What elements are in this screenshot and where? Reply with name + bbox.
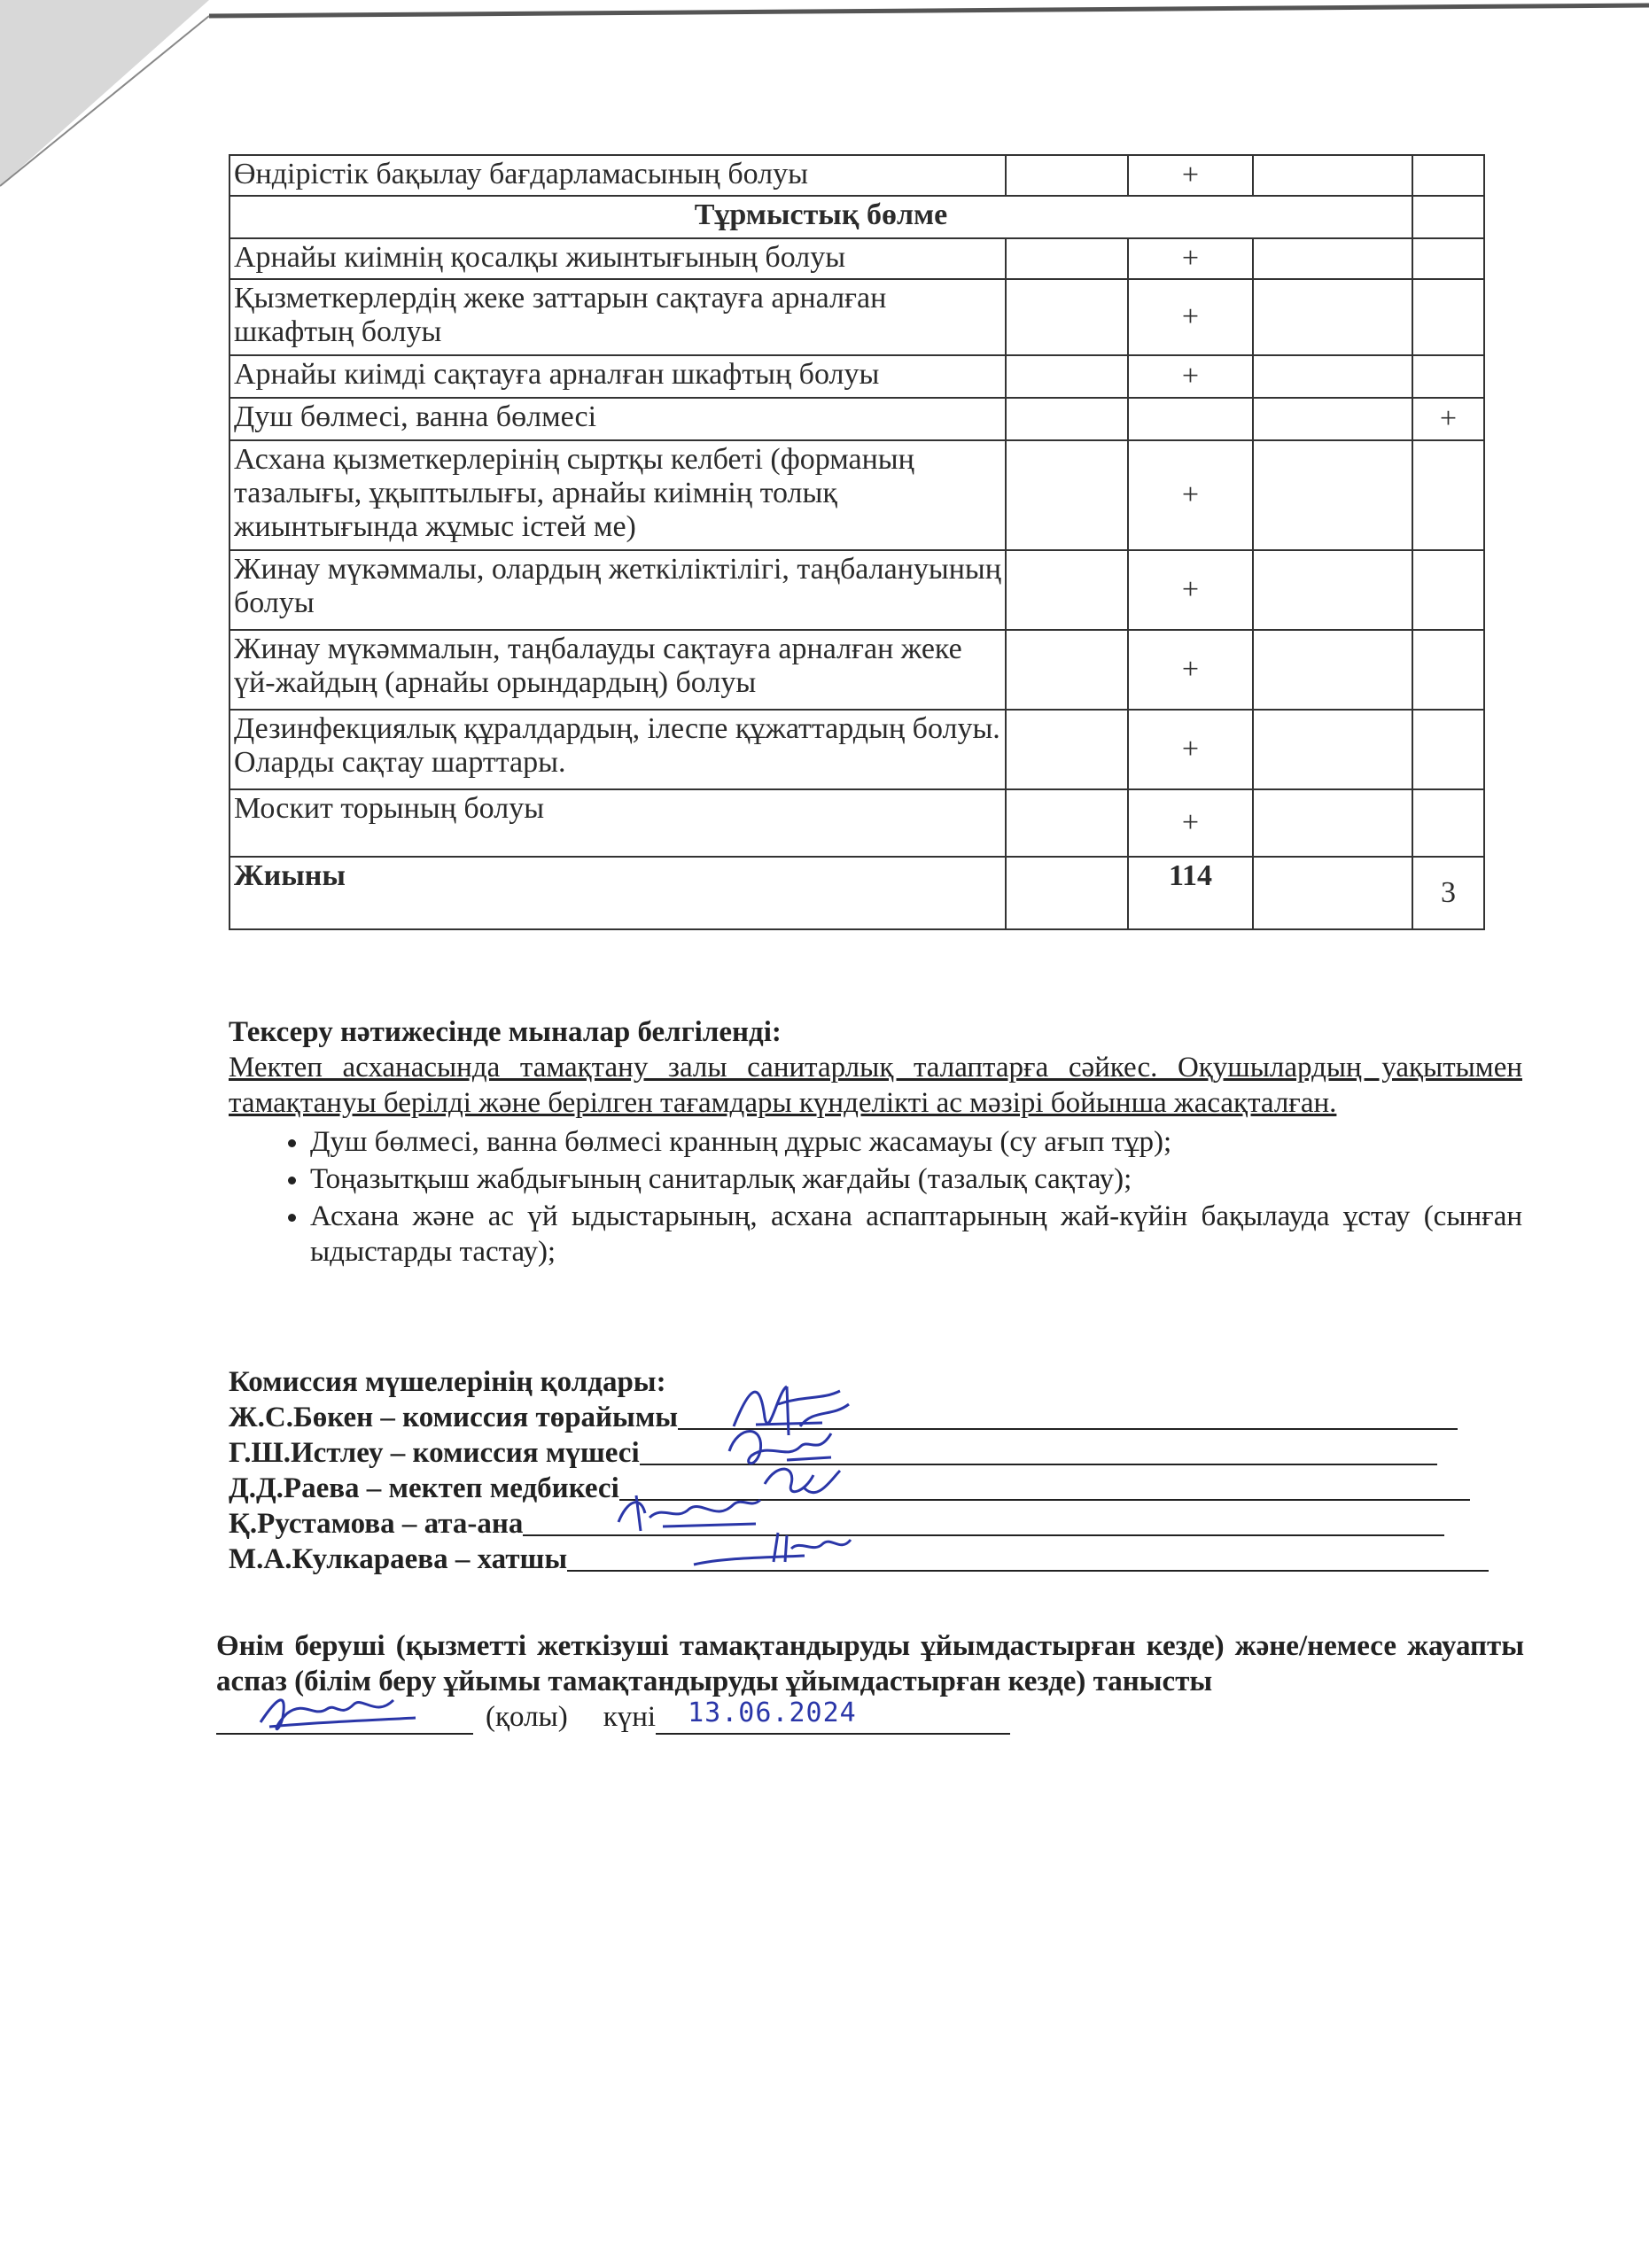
row-label: Дезинфекциялық құралдардың, ілеспе құжаттардың болуы. Оларды сақтау шарттары. bbox=[229, 710, 1006, 789]
acknowledgement-line bbox=[216, 1699, 1524, 1735]
table-row bbox=[229, 238, 1484, 279]
table-cell bbox=[1253, 398, 1412, 440]
signature-field bbox=[216, 1705, 473, 1735]
date-value: 13.06.2024 bbox=[688, 1697, 857, 1728]
table-row bbox=[229, 710, 1484, 789]
row-label: Душ бөлмесі, ванна бөлмесі bbox=[229, 398, 1006, 440]
row-label: Жинау мүкәммалы, олардың жеткіліктілігі, таңбалануының болуы bbox=[229, 550, 1006, 630]
table-row bbox=[229, 155, 1484, 196]
total-label: Жиыны bbox=[229, 857, 1006, 929]
row-label: Арнайы киімнің қосалқы жиынтығының болуы bbox=[229, 238, 1006, 279]
total-row bbox=[229, 857, 1484, 929]
table-cell bbox=[1006, 355, 1128, 398]
date-field bbox=[656, 1697, 1010, 1735]
table-cell bbox=[1006, 155, 1128, 196]
table-cell bbox=[1253, 238, 1412, 279]
row-label: Өндірістік бақылау бағдарламасының болуы bbox=[229, 155, 1006, 196]
findings-list bbox=[229, 1124, 1522, 1270]
signature-row bbox=[229, 1542, 1522, 1577]
table-cell bbox=[1253, 355, 1412, 398]
table-cell bbox=[1253, 279, 1412, 355]
table-row bbox=[229, 789, 1484, 857]
table-cell bbox=[1412, 550, 1484, 630]
table-cell: + bbox=[1128, 355, 1253, 398]
list-item: • Асхана және ас үй ыдыстарының, асхана аспаптарының жай-күйін бақылауда ұстау (сынған ыдыстарды тастау); bbox=[310, 1199, 1522, 1270]
row-label: Москит торының болуы bbox=[229, 789, 1006, 857]
signature-row bbox=[229, 1471, 1522, 1506]
table-cell: + bbox=[1128, 238, 1253, 279]
list-item: • Душ бөлмесі, ванна бөлмесі кранның дұрыс жасамауы (су ағып тұр); bbox=[310, 1124, 1522, 1160]
table-row bbox=[229, 355, 1484, 398]
table-cell: + bbox=[1128, 155, 1253, 196]
table-cell bbox=[1412, 630, 1484, 710]
signatures-heading: Комиссия мүшелерінің қолдары: bbox=[229, 1366, 666, 1398]
section-row bbox=[229, 196, 1484, 238]
table-cell bbox=[1412, 710, 1484, 789]
row-label: Арнайы киімді сақтауға арналған шкафтың болуы bbox=[229, 355, 1006, 398]
table-cell bbox=[1412, 155, 1484, 196]
table-cell: + bbox=[1128, 710, 1253, 789]
findings-heading: Тексеру нәтижесінде мыналар белгіленді: bbox=[229, 1016, 782, 1048]
signatures-section bbox=[229, 1364, 1522, 1577]
closing-text: Өнім беруші (қызметті жеткізуші тамақтандыруды ұйымдастырған кезде) және/немесе жауапты аспаз (білім беру ұйымы тамақтандыруды ұйымдастырған кезде) танысты bbox=[216, 1630, 1524, 1697]
total-cell: 114 bbox=[1128, 857, 1253, 929]
table-row bbox=[229, 550, 1484, 630]
section-title: Тұрмыстық бөлме bbox=[229, 196, 1412, 238]
member-name: Г.Ш.Истлеу – комиссия мүшесі bbox=[229, 1437, 640, 1469]
table-row bbox=[229, 398, 1484, 440]
table-cell bbox=[1006, 789, 1128, 857]
total-cell: 3 bbox=[1412, 857, 1484, 929]
table-cell bbox=[1412, 440, 1484, 550]
table-cell bbox=[1006, 550, 1128, 630]
findings-paragraph: Мектеп асханасында тамақтану залы санитарлық талаптарға сәйкес. Оқушылардың уақытымен тамақтануы берілді және берілген тағамдары күнделікті ас мәзірі бойынша жасақталған. bbox=[229, 1052, 1522, 1119]
table-cell bbox=[1253, 550, 1412, 630]
list-item: • Тоңазытқыш жабдығының санитарлық жағдайы (тазалық сақтау); bbox=[310, 1161, 1522, 1197]
table-cell bbox=[1412, 789, 1484, 857]
table-row bbox=[229, 279, 1484, 355]
table-cell: + bbox=[1128, 789, 1253, 857]
table-cell bbox=[1006, 630, 1128, 710]
checklist-table bbox=[229, 154, 1485, 930]
signature-image bbox=[252, 1678, 420, 1740]
table-cell bbox=[1253, 155, 1412, 196]
table-cell bbox=[1006, 279, 1128, 355]
total-cell bbox=[1253, 857, 1412, 929]
table-cell: + bbox=[1128, 279, 1253, 355]
table-cell: + bbox=[1128, 630, 1253, 710]
row-label: Жинау мүкәммалын, таңбалауды сақтауға арналған жеке үй-жайдың (арнайы орындардың) болуы bbox=[229, 630, 1006, 710]
table-cell: + bbox=[1412, 398, 1484, 440]
row-label: Асхана қызметкерлерінің сыртқы келбеті (форманың тазалығы, ұқыптылығы, арнайы киімнің толық жиынтығында жұмыс істей ме) bbox=[229, 440, 1006, 550]
table-cell bbox=[1006, 398, 1128, 440]
table-cell bbox=[1006, 440, 1128, 550]
member-name: М.А.Кулкараева – хатшы bbox=[229, 1543, 568, 1575]
table-cell bbox=[1253, 440, 1412, 550]
total-cell bbox=[1006, 857, 1128, 929]
closing-section bbox=[216, 1628, 1524, 1735]
table-row bbox=[229, 630, 1484, 710]
signature-row bbox=[229, 1506, 1522, 1542]
member-name: Қ.Рустамова – ата-ана bbox=[229, 1508, 524, 1540]
table-cell bbox=[1412, 355, 1484, 398]
signature-row bbox=[229, 1400, 1522, 1435]
table-cell: + bbox=[1128, 550, 1253, 630]
table-row bbox=[229, 440, 1484, 550]
member-name: Д.Д.Раева – мектеп медбикесі bbox=[229, 1472, 619, 1504]
table-cell bbox=[1253, 789, 1412, 857]
signature-image bbox=[689, 1522, 858, 1575]
findings-section bbox=[229, 1014, 1522, 1271]
signature-row bbox=[229, 1435, 1522, 1471]
table-cell bbox=[1253, 710, 1412, 789]
table-cell bbox=[1253, 630, 1412, 710]
table-cell bbox=[1128, 398, 1253, 440]
signed-label: (қолы) bbox=[486, 1701, 568, 1733]
table-cell bbox=[1006, 238, 1128, 279]
row-label: Қызметкерлердің жеке заттарын сақтауға арналған шкафтың болуы bbox=[229, 279, 1006, 355]
date-label: күні bbox=[603, 1701, 657, 1733]
table-cell: + bbox=[1128, 440, 1253, 550]
member-name: Ж.С.Бөкен – комиссия төрайымы bbox=[229, 1402, 679, 1433]
table-cell bbox=[1412, 196, 1484, 238]
table-cell bbox=[1006, 710, 1128, 789]
table-cell bbox=[1412, 238, 1484, 279]
table-cell bbox=[1412, 279, 1484, 355]
